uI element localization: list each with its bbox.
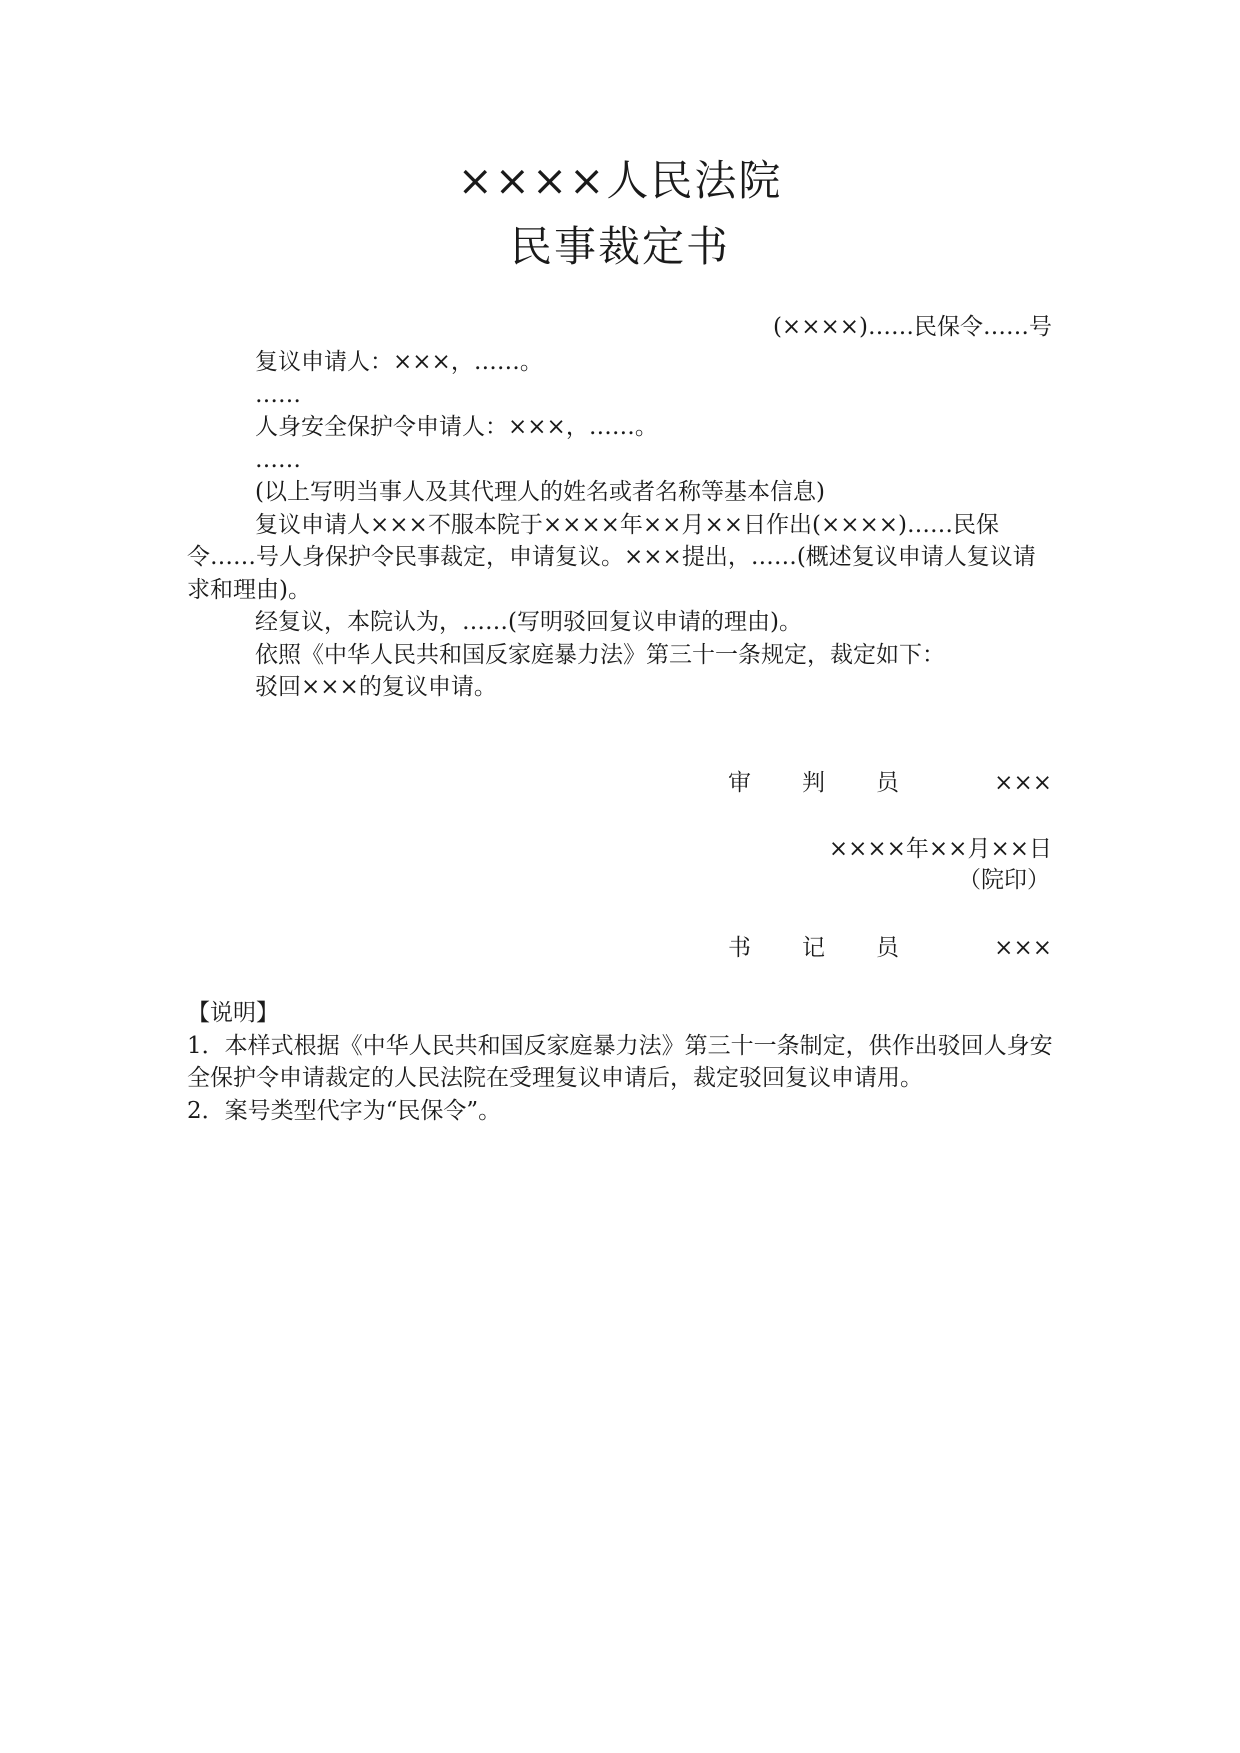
body-paragraph: ……: [255, 446, 301, 473]
role-char: 员: [876, 935, 899, 961]
role-char: 审: [728, 770, 751, 796]
role-char: 判: [802, 770, 825, 796]
notes-item: 1．本样式根据《中华人民共和国反家庭暴力法》第三十一条制定，供作出驳回人身安全保护令申请裁定的人民法院在受理复议申请后，裁定驳回复议申请用。: [187, 1032, 1053, 1091]
ruling-date: ××××年××月××日: [828, 836, 1052, 862]
body-paragraph: 人身安全保护令申请人：×××，……。: [255, 414, 658, 440]
case-number: (××××)……民保令……号: [772, 314, 1052, 340]
court-seal-note: （院印）: [958, 867, 1050, 893]
body-paragraph: 依照《中华人民共和国反家庭暴力法》第三十一条规定，裁定如下：: [255, 641, 945, 668]
body-paragraph: 经复议，本院认为，……(写明驳回复议申请的理由)。: [255, 609, 802, 635]
judge-role-label: [728, 772, 899, 795]
clerk-role-label: [728, 937, 899, 960]
clerk-name: ×××: [994, 935, 1052, 961]
court-title: ××××人民法院: [457, 156, 783, 205]
body-paragraph: (以上写明当事人及其代理人的姓名或者名称等基本信息): [255, 479, 825, 505]
role-char: 书: [728, 935, 751, 961]
notes-heading: 【说明】: [187, 1000, 279, 1026]
document-title: 民事裁定书: [509, 222, 730, 271]
judge-name: ×××: [994, 770, 1052, 796]
notes-section: [187, 997, 1053, 1127]
notes-item: 2．案号类型代字为“民保令”。: [187, 1097, 502, 1124]
body-paragraph: 复议申请人：×××，……。: [255, 349, 543, 375]
body-paragraph: 驳回×××的复议申请。: [255, 674, 497, 700]
role-char: 记: [802, 935, 825, 961]
document-body: [187, 346, 1053, 704]
role-char: 员: [876, 770, 899, 796]
body-paragraph: 复议申请人×××不服本院于××××年××月××日作出(××××)……民保令……号人身保护令民事裁定，申请复议。×××提出，……(概述复议申请人复议请求和理由)。: [187, 511, 1036, 603]
body-paragraph: ……: [255, 381, 301, 408]
